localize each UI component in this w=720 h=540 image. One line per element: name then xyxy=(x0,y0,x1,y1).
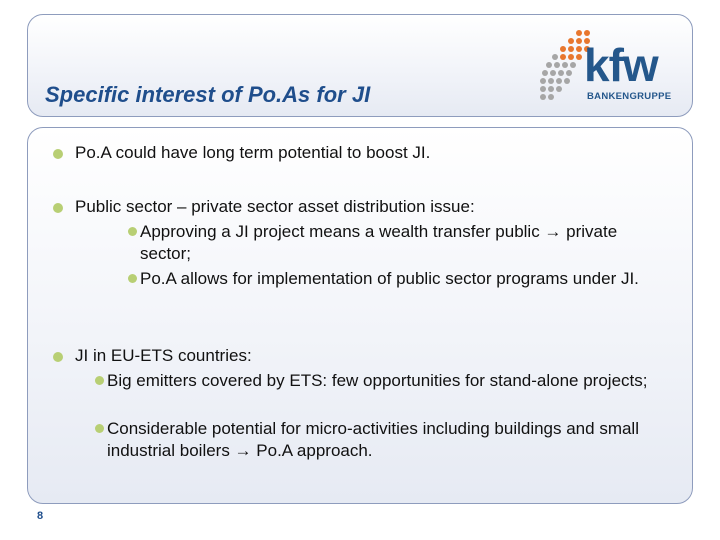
bullet-dot-icon xyxy=(95,424,104,433)
logo-dot-icon xyxy=(542,70,548,76)
logo-dot-icon xyxy=(568,54,574,60)
logo-dot-icon xyxy=(550,70,556,76)
logo-subtitle: BANKENGRUPPE xyxy=(587,91,672,102)
bullet-public-private xyxy=(75,196,475,218)
bullet-dot-icon xyxy=(53,149,63,159)
bullet-dot-icon xyxy=(53,203,63,213)
logo-dot-icon xyxy=(562,62,568,68)
logo-dot-icon xyxy=(548,86,554,92)
bullet-dot-icon xyxy=(128,227,137,236)
logo-dot-icon xyxy=(568,38,574,44)
logo-dot-icon xyxy=(576,46,582,52)
bullet-dot-icon xyxy=(95,376,104,385)
bullet-eu-ets xyxy=(75,345,252,367)
logo-dot-icon xyxy=(556,86,562,92)
logo-dot-icon xyxy=(576,38,582,44)
bullet-text: Po.A could have long term potential to boost JI. xyxy=(75,143,431,162)
logo-dot-icon xyxy=(560,54,566,60)
logo-dot-icon xyxy=(568,46,574,52)
logo-dot-icon xyxy=(556,78,562,84)
logo-dot-icon xyxy=(560,46,566,52)
logo-dot-icon xyxy=(546,62,552,68)
bullet-text: Big emitters covered by ETS: few opportunities for stand-alone projects; xyxy=(107,371,648,390)
sub-bullet-big-emitters xyxy=(107,370,667,392)
logo-dot-icon xyxy=(540,78,546,84)
logo-dot-icon xyxy=(548,94,554,100)
logo-dot-icon xyxy=(576,54,582,60)
logo-dot-icon xyxy=(552,54,558,60)
bullet-text: Public sector – private sector asset distribution issue: xyxy=(75,197,475,216)
page-number: 8 xyxy=(37,510,44,522)
bullet-text: Po.A allows for implementation of public sector programs under JI. xyxy=(140,269,639,288)
logo-dot-icon xyxy=(584,30,590,36)
bullet-po-a-potential xyxy=(75,142,430,164)
sub-bullet-micro-activities xyxy=(107,418,667,462)
bullet-text: JI in EU-ETS countries: xyxy=(75,346,252,365)
sub-bullet-wealth-transfer xyxy=(140,221,660,265)
bullet-text: Approving a JI project means a wealth transfer public → private sector; xyxy=(140,222,618,263)
logo-dot-icon xyxy=(548,78,554,84)
logo-dot-icon xyxy=(566,70,572,76)
logo-dot-icon xyxy=(564,78,570,84)
logo-dot-icon xyxy=(554,62,560,68)
logo-dot-icon xyxy=(576,30,582,36)
bullet-text: Considerable potential for micro-activities including buildings and small industrial boilers → Po.A approach. xyxy=(107,419,639,460)
logo-dot-icon xyxy=(540,94,546,100)
logo-dot-icon xyxy=(570,62,576,68)
logo-dot-icon xyxy=(540,86,546,92)
slide-title: Specific interest of Po.As for JI xyxy=(45,82,371,107)
bullet-dot-icon xyxy=(53,352,63,362)
bullet-dot-icon xyxy=(128,274,137,283)
sub-bullet-public-programs xyxy=(140,268,660,290)
logo-dot-icon xyxy=(558,70,564,76)
logo-brand-text: kfw xyxy=(584,39,658,91)
